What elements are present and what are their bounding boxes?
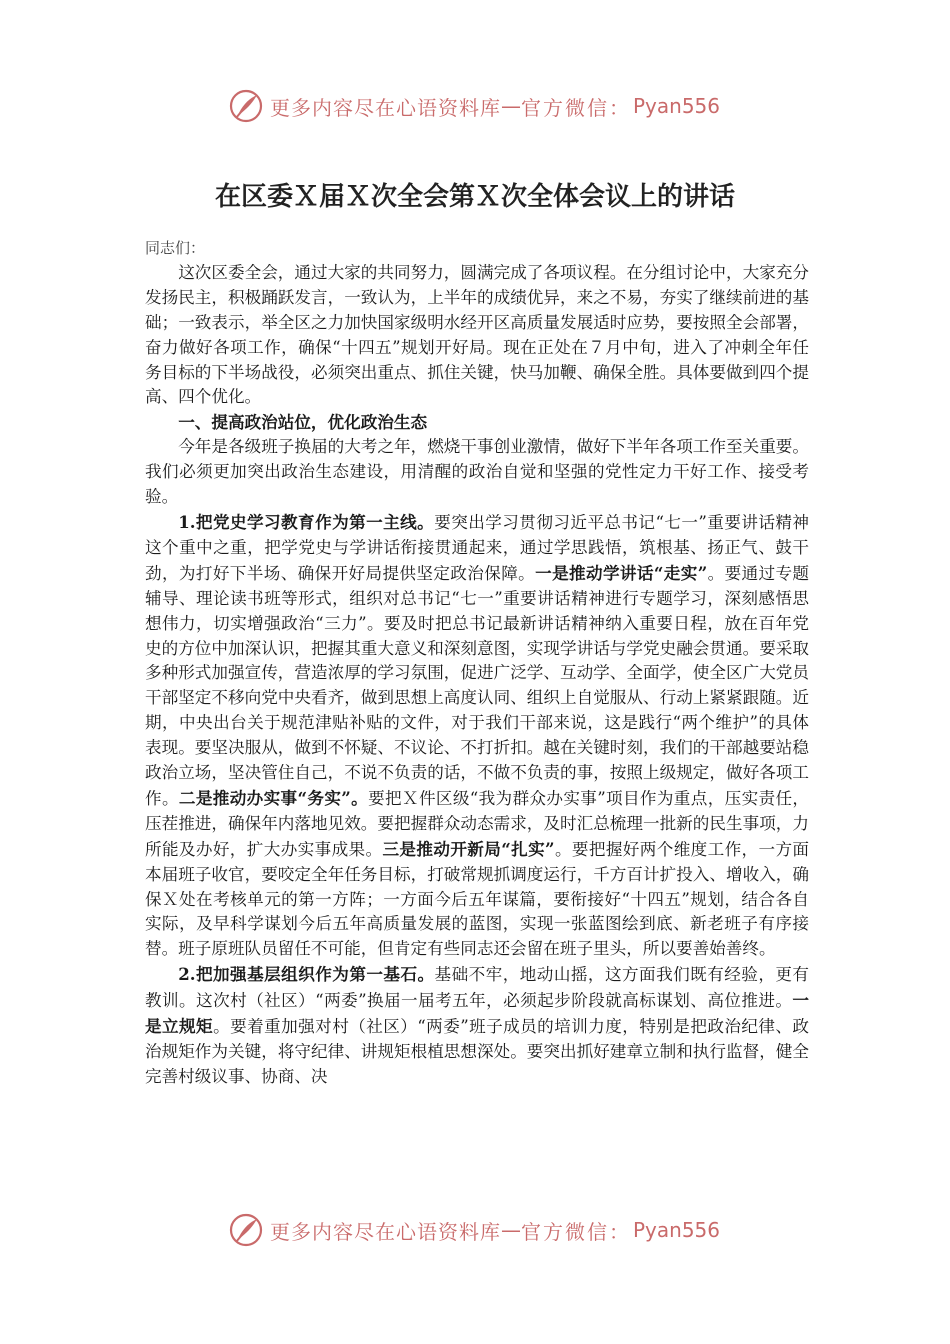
watermark-wechat-id: Pyan556 — [633, 94, 721, 118]
watermark-dash: — — [501, 1218, 521, 1242]
salutation: 同志们： — [145, 239, 206, 257]
point-1-text: 要突出学习贯彻习近平总书记“七一”重要讲话精神这个重中之重，把学党史与学讲话衔接贯通起来，通过学思践悟，筑根基、扬正气、鼓干劲，为打好下半场、确保开好局提供坚定政治保障。 — [145, 512, 809, 583]
paragraph-point-2 — [145, 962, 809, 1090]
point-1-sub-1-text: 。要通过专题辅导、理论读书班等形式，组织对总书记“七一”重要讲话精神进行专题学习，深刻感悟思想伟力，切实增强政治“三力”。要及时把总书记最新讲话精神纳入重要日程，放在百年党史的方位中加深认识，把握其重大意义和深刻意图，实现学讲话与学党史融会贯通。要采取多种形式加强宣传，营造浓厚的学习氛围，促进广泛学、互动学、全面学，使全区广大党员干部坚定不移向党中央看齐，做到思想上高度认同、组织上自觉服从、行动上紧紧跟随。近期，中央出台关于规范津贴补贴的文件，对于我们干部来说，这是践行“两个维护”的具体表现。要坚决服从，做到不怀疑、不议论、不打折扣。越在关键时刻，我们的干部越要站稳政治立场，坚决管住自己，不说不负责的话，不做不负责的事，按照上级规定，做好各项工作。 — [145, 563, 810, 808]
paragraph-section-1-intro: 今年是各级班子换届的大考之年，燃烧干事创业激情，做好下半年各项工作至关重要。我们必须更加突出政治生态建设，用清醒的政治自觉和坚强的党性定力干好工作、接受考验。 — [145, 437, 809, 507]
point-1-heading: 1.把党史学习教育作为第一主线。 — [178, 511, 435, 532]
point-2-heading: 2.把加强基层组织作为第一基石。 — [178, 964, 435, 985]
paragraph-intro: 这次区委全会，通过大家的共同努力，圆满完成了各项议程。在分组讨论中，大家充分发扬民主，积极踊跃发言，一致认为，上半年的成绩优异，来之不易，夯实了继续前进的基础；一致表示，举全区之力加快国家级明水经开区高质量发展适时应势，要按照全会部署，奋力做好各项工作，确保“十四五”规划开好局。现在正处在７月中旬，进入了冲刺全年任务目标的下半场战役，必须突出重点、抓住关键，快马加鞭、确保全胜。具体要做到四个提高、四个优化。 — [145, 262, 809, 407]
document-title: 在区委Ｘ届Ｘ次全会第Ｘ次全体会议上的讲话 — [214, 182, 735, 212]
watermark-dash: — — [501, 94, 521, 118]
watermark-wechat-label: 官方微信： — [521, 95, 631, 120]
watermark-header — [228, 86, 720, 126]
point-2-text: 基础不牢，地动山摇，这方面我们既有经验，更有教训。这次村（社区）“两委”换届一届考五年，必须起步阶段就高标谋划、高位推进。 — [145, 965, 810, 1011]
watermark-brand: 更多内容尽在心语资料库 — [270, 95, 501, 120]
section-heading-1: 一、提高政治站位，优化政治生态 — [178, 412, 428, 433]
watermark-wechat-id: Pyan556 — [633, 1218, 721, 1242]
watermark-wechat-label: 官方微信： — [521, 1219, 631, 1244]
point-1-sub-2-text: 要把Ｘ件区级“我为群众办实事”项目作为重点，压实责任，压茬推进，确保年内落地见效。要把握群众动态需求，及时汇总梳理一批新的民生事项，力所能及办好，扩大办实事成果。 — [145, 788, 809, 859]
document-body — [145, 236, 809, 1090]
point-1-sub-2-heading: 二是推动办实事“务实”。 — [178, 787, 369, 808]
point-1-sub-3-text: 。要把握好两个维度工作，一方面本届班子收官，要咬定全年任务目标，打破常规抓调度运行，千方百计扩投入、增收入，确保Ｘ处在考核单元的第一方阵；一方面今后五年谋篇，要衔接好“十四五”规划，结合各自实际，及早科学谋划今后五年高质量发展的蓝图，实现一张蓝图绘到底、新老班子有序接替。班子原班队员留任不可能，但肯定有些同志还会留在班子里头，所以要善始善终。 — [145, 839, 810, 959]
point-2-sub-1-heading: 一是立规矩 — [145, 990, 809, 1037]
quill-logo-icon — [228, 88, 264, 124]
watermark-brand: 更多内容尽在心语资料库 — [270, 1219, 501, 1244]
point-2-sub-1-text: 。要着重加强对村（社区）“两委”班子成员的培训力度，特别是把政治纪律、政治规矩作为关键，将守纪律、讲规矩根植思想深处。要突出抓好建章立制和执行监督，健全完善村级议事、协商、决 — [145, 1017, 810, 1086]
paragraph-point-1 — [145, 510, 809, 962]
quill-logo-icon — [228, 1212, 264, 1248]
watermark-footer — [228, 1210, 720, 1250]
point-1-sub-3-heading: 三是推动开新局“扎实” — [382, 838, 555, 859]
point-1-sub-1-heading: 一是推动学讲话“走实” — [535, 562, 708, 583]
